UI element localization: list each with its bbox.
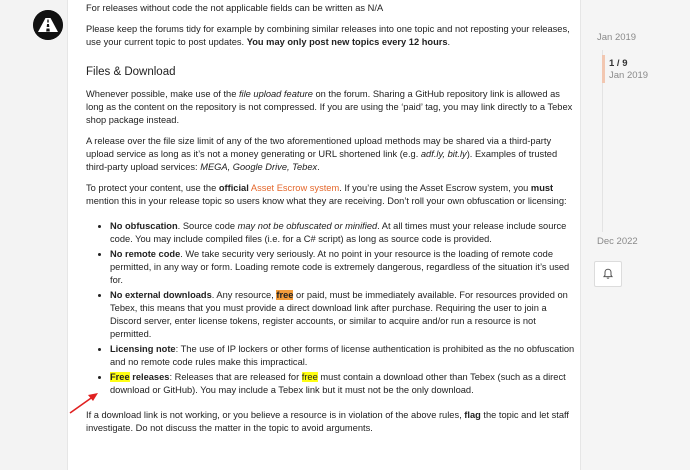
rule-no-external-downloads: • No external downloads. Any resource, free or paid, must be immediately available. For resources provided on Tebex, this means that you must provide a direct download link after purchase. Requiring the user to join a Discord server, enter license tokens, register accounts, or similar to acquire and/or run a resource is not permitted.: [110, 289, 578, 341]
escrow-paragraph: To protect your content, use the official Asset Escrow system. If you’re using the Asset Escrow system, you must mention this in your release topic so users know what they are receiving. Don’t roll your own obfuscation or licensing:: [86, 183, 567, 206]
rule-free-releases: • Free releases: Releases that are released for free must contain a download other than Tebex (such as a direct download or GitHub). You may include a Tebex link but it must not be the only download.: [110, 371, 578, 397]
rule-no-obfuscation: • No obfuscation. Source code may not be obfuscated or minified. At all times must your release include source code. You may include compiled files (i.e. for a C# script) as long as source code is provided.: [110, 220, 578, 246]
forum-tidy-paragraph: Please keep the forums tidy for example by combining similar releases into one topic and not reposting your releases, use your current topic to post updates. You may only post new topics every 12 hours.: [86, 24, 570, 47]
timeline-start-date[interactable]: Jan 2019: [597, 32, 637, 43]
na-line: For releases without code the not applicable fields can be written as N/A: [86, 3, 384, 13]
rule-licensing-note: • Licensing note: The use of IP lockers or other forms of license authentication is prohibited as the no obfuscation and no remote code rules make this impractical.: [110, 343, 578, 369]
upload-paragraph: Whenever possible, make use of the file upload feature on the forum. Sharing a GitHub repository link is allowed as long as the content on the repository is not compressed. If you are using the ‘paid’ tag, you may link directly to a Tebex shop package instead.: [86, 89, 573, 125]
free-highlight: Free: [110, 372, 130, 382]
asset-escrow-link[interactable]: Asset Escrow system: [250, 183, 340, 193]
rule-no-remote-code: • No remote code. We take security very seriously. At no point in your resource is the loading of remote code permitted, in any way or form. Loading remote code is extremely dangerous, regardless of the situation it’s used for.: [110, 248, 578, 287]
third-party-paragraph: A release over the file size limit of any of the two aforementioned upload methods may be shared via a third-party upload service as long as it’s not a money generating or URL shortened link (e.g. adf.ly, bit.ly). Examples of trusted third-party upload services: MEGA, Google Drive, Tebex.: [86, 136, 558, 172]
free-highlight: free: [301, 372, 318, 382]
free-highlight: free: [276, 290, 294, 300]
timeline-position: 1 / 9: [609, 58, 628, 69]
timeline-end-date[interactable]: Dec 2022: [597, 236, 638, 247]
timeline-position-date: Jan 2019: [609, 70, 649, 81]
flag-paragraph: If a download link is not working, or you believe a resource is in violation of the above rules, flag the topic and let staff investigate. Do not discuss the matter in the topic to avoid arguments.: [86, 410, 570, 433]
files-download-heading: Files & Download: [86, 66, 176, 78]
